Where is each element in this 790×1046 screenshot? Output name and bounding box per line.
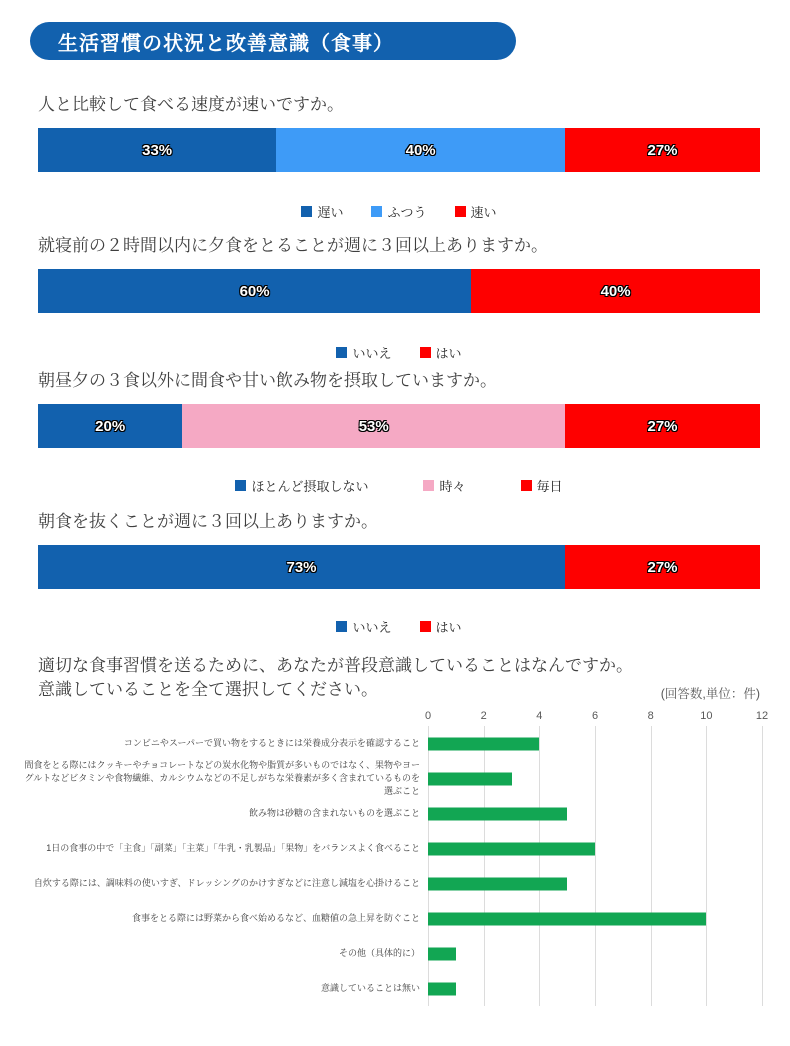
data-bar [428, 737, 539, 750]
bar-segment [38, 404, 182, 448]
bar-segment [565, 128, 760, 172]
category-label: その他（具体的に） [338, 947, 420, 958]
chart-row [20, 936, 762, 971]
legend-swatch-icon [235, 480, 246, 491]
question-4-stacked-bar [38, 545, 760, 589]
legend-item [336, 617, 391, 636]
legend-item [371, 202, 426, 221]
data-bar [428, 877, 567, 890]
question-3-stacked-bar [38, 404, 760, 448]
chart-row [20, 726, 762, 761]
legend-label: ほとんど摂取しない [251, 479, 369, 494]
segment-value-label: 27% [647, 558, 678, 576]
page-title-banner [30, 22, 516, 60]
data-bar [428, 947, 456, 960]
question-3-text: 朝昼夕の３食以外に間食や甘い飲み物を摂取していますか。 [38, 371, 497, 390]
legend-swatch-icon [371, 206, 382, 217]
legend-swatch-icon [336, 621, 347, 632]
data-bar [428, 912, 706, 925]
x-axis-tick: 4 [536, 710, 543, 722]
legend-item [423, 476, 465, 495]
x-axis-tick: 10 [700, 710, 713, 722]
question-3-legend [38, 476, 760, 495]
legend-swatch-icon [423, 480, 434, 491]
bar-segment [276, 128, 565, 172]
segment-value-label: 73% [286, 558, 317, 576]
chart-row [20, 901, 762, 936]
category-label: 食事をとる際には野菜から食べ始めるなど、血糖値の急上昇を防ぐこと [131, 912, 420, 923]
bar-segment [38, 269, 471, 313]
segment-value-label: 40% [405, 141, 436, 159]
bar-segment [471, 269, 760, 313]
question-4-legend [38, 617, 760, 636]
legend-label: はい [435, 620, 462, 635]
legend-label: 時々 [439, 479, 466, 494]
category-label: 間食をとる際にはクッキーやチョコレートなどの炭水化物や脂質が多いものではなく、果物やヨーグルトなどビタミンや食物繊維、カルシウムなどの不足しがちな栄養素が多く含まれているものを選ぶこと [24, 759, 420, 797]
legend-item [235, 476, 368, 495]
chart-rows [20, 726, 762, 1006]
segment-value-label: 33% [142, 141, 173, 159]
legend-item [420, 617, 462, 636]
legend-swatch-icon [521, 480, 532, 491]
legend-item [420, 343, 462, 362]
bar-segment [38, 545, 565, 589]
data-bar [428, 807, 567, 820]
bar-segment [565, 404, 760, 448]
category-label: 飲み物は砂糖の含まれないものを選ぶこと [248, 807, 420, 818]
category-label: 1日の食事の中で「主食」「副菜」「主菜」「牛乳・乳製品」「果物」をバランスよく食べること [46, 842, 420, 853]
legend-label: 毎日 [536, 479, 563, 494]
legend-swatch-icon [420, 621, 431, 632]
legend-swatch-icon [420, 347, 431, 358]
legend-item [455, 202, 497, 221]
legend-label: 速い [470, 205, 497, 220]
category-label: 自炊する際には、調味料の使いすぎ、ドレッシングのかけすぎなどに注意し減塩を心掛けること [33, 877, 420, 888]
legend-item [521, 476, 563, 495]
question-1-stacked-bar [38, 128, 760, 172]
bar-segment [38, 128, 276, 172]
x-axis-tick: 8 [647, 710, 654, 722]
legend-swatch-icon [301, 206, 312, 217]
bar-segment [565, 545, 760, 589]
segment-value-label: 60% [239, 282, 270, 300]
unit-note: (回答数,単位：件) [660, 687, 760, 701]
segment-value-label: 20% [95, 417, 126, 435]
x-axis-tick-labels [424, 710, 769, 726]
segment-value-label: 27% [647, 141, 678, 159]
data-bar [428, 982, 456, 995]
legend-label: いいえ [352, 346, 392, 361]
question-5-header [38, 654, 760, 702]
legend-label: ふつう [387, 205, 427, 220]
segment-value-label: 53% [358, 417, 389, 435]
x-axis-tick: 6 [591, 710, 599, 722]
category-label: コンビニやスーパーで買い物をするときには栄養成分表示を確認すること [123, 737, 420, 748]
x-axis-tick: 12 [755, 710, 769, 722]
x-axis-tick: 2 [480, 710, 487, 722]
awareness-bar-chart [20, 710, 769, 1006]
data-bar [428, 842, 595, 855]
legend-item [301, 202, 343, 221]
chart-row [20, 866, 762, 901]
question-1-legend [38, 202, 760, 221]
question-1-text: 人と比較して食べる速度が速いですか。 [38, 95, 344, 114]
legend-label: いいえ [352, 620, 392, 635]
legend-swatch-icon [336, 347, 347, 358]
legend-label: 遅い [317, 205, 344, 220]
question-4-text: 朝食を抜くことが週に３回以上ありますか。 [38, 512, 378, 531]
chart-row [20, 796, 762, 831]
chart-row [20, 831, 762, 866]
page-title: 生活習慣の状況と改善意識（食事） [58, 32, 394, 55]
segment-value-label: 27% [647, 417, 678, 435]
x-axis-tick: 0 [424, 710, 432, 722]
legend-item [336, 343, 391, 362]
chart-row [20, 971, 762, 1006]
question-5-text-line2: 意識していることを全て選択してください。 [38, 680, 378, 699]
segment-value-label: 40% [600, 282, 631, 300]
legend-swatch-icon [455, 206, 466, 217]
category-label: 意識していることは無い [320, 982, 420, 993]
legend-label: はい [435, 346, 462, 361]
question-2-stacked-bar [38, 269, 760, 313]
question-2-legend [38, 343, 760, 362]
bar-segment [182, 404, 565, 448]
question-5-text-line1: 適切な食事習慣を送るために、あなたが普段意識していることはなんですか。 [38, 656, 633, 675]
question-2-text: 就寝前の２時間以内に夕食をとることが週に３回以上ありますか。 [38, 236, 548, 255]
data-bar [428, 772, 512, 785]
chart-row [20, 761, 762, 796]
